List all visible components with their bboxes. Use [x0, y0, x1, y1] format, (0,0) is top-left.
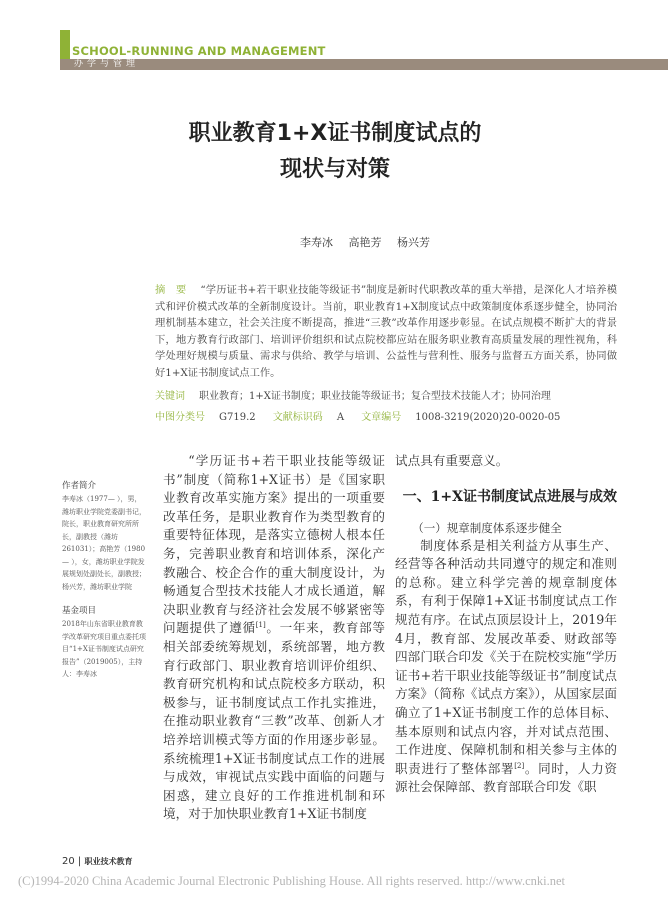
intro-paragraph [163, 452, 385, 824]
journal-name: 职业技术教育 [84, 857, 133, 866]
clc-value: G719.2 [219, 412, 256, 423]
keywords-text: 职业教育；1+X证书制度；职业技能等级证书；复合型技术技能人才；协同治理 [199, 391, 551, 402]
author: 杨兴芳 [397, 236, 430, 249]
body-column-left [163, 452, 385, 824]
author: 高艳芳 [348, 236, 382, 249]
body-paragraph [395, 537, 617, 797]
section-header-bar [60, 59, 668, 70]
abstract-text: “学历证书+若干职业技能等级证书”制度是新时代职教改革的重大举措，是深化人才培养模式和评价模式改革的全新制度设计。当前，职业教育1+X制度试点中政策制度体系逐步健全，协同治理机制基本建立，社会关注度不断提高，推进“三教”改革作用逐步彰显。在试点规模不断扩大的背景下，地方教育行政部门、培训评价组织和试点院校都应站在服务职业教育高质量发展的理性视角，科学处理好规模与质量、需求与供给、教学与培训、公益性与营利性、服务与监督五方面关系，协同做好1+X证书制度试点工作。 [155, 284, 618, 379]
intro-end: 试点具有重要意义。 [395, 453, 509, 468]
citation: [2] [514, 761, 525, 770]
article-title [100, 116, 570, 188]
article-no-label: 文章编号 [361, 412, 402, 423]
clc-label: 中图分类号 [155, 412, 205, 423]
keywords-label: 关键词 [155, 391, 185, 402]
abstract [155, 282, 617, 381]
intro-text: “学历证书+若干职业技能等级证书”制度（简称1+X证书）是《国家职业教育改革实施方案》提出的一项重要改革任务，是职业教育作为类型教育的重要特征体现，是落实立德树人根本任务，完善职业教育和培训体系，深化产教融合、校企合作的重大制度设计，为畅通复合型技术技能人才成长通道，解决职业教育与经济社会发展不够紧密等问题提供了遵循 [163, 453, 385, 636]
section-heading: 一、1+X证书制度试点进展与成效 [402, 488, 617, 505]
title-line-1: 职业教育1+X证书制度试点的 [188, 121, 482, 146]
keywords [155, 389, 617, 404]
sidebar-notes [62, 480, 146, 681]
section-title-en: SCHOOL-RUNNING AND MANAGEMENT [72, 44, 326, 58]
doc-code-value: A [336, 412, 345, 423]
abstract-label: 摘 要 [155, 284, 187, 296]
section-title-cn: 办学与管理 [74, 59, 140, 69]
para-text: 制度体系是相关利益方从事生产、经营等各种活动共同遵守的规定和准则的总称。建立科学完善的规章制度体系，有利于保障1+X证书制度试点工作规范有序。在试点顶层设计上，2019年4月，教育部、发展改革委、财政部等四部门联合印发《关于在院校实施“学历证书+若干职业技能等级证书”制度试点方案》（简称《试点方案》），从国家层面确立了1+X证书制度工作的总体目标、基本原则和试点内容，并对试点范围、工作进度、保障机制和相关参与主体的职责进行了整体部署 [395, 537, 617, 776]
citation: [1] [255, 621, 266, 630]
article-no-value: 1008-3219(2020)20-0020-05 [415, 412, 561, 423]
doc-code-label: 文献标识码 [272, 412, 323, 423]
page-number: 20 [62, 856, 75, 867]
fund-text: 2018年山东省职业教育教学改革研究项目重点委托项目“1+X证书制度试点研究报告”（2019005），主持人：李寿冰 [62, 620, 146, 678]
body-column-right [395, 452, 617, 797]
para-text-cont: 。同时，人力资源社会保障部、教育部联合印发《职 [395, 760, 618, 795]
classification-line [155, 410, 617, 425]
page-footer: 20 | 职业技术教育 [62, 856, 133, 867]
intro-text-cont: 。一年来，教育部等相关部委统筹规划，系统部署，地方教育行政部门、职业教育培训评价组织、教育研究机构和试点院校多方联动，积极参与，证书制度试点工作扎实推进，在推动职业教育“三教”改革、创新人才培养培训模式等方面的作用逐步彰显。系统梳理1+X证书制度试点工作的进展与成效，审视试点实践中面临的问题与困惑，建立良好的工作推进机制和环境，对于加快职业教育1+X证书制度 [163, 620, 386, 822]
authors [300, 236, 442, 250]
subsection-heading: （一）规章制度体系逐步健全 [412, 520, 562, 535]
front-matter [155, 282, 617, 425]
author: 李寿冰 [300, 236, 333, 249]
copyright-watermark: (C)1994-2020 China Academic Journal Electronic Publishing House. All rights reserved. http://www.cnki.net [18, 874, 566, 888]
title-line-2: 现状与对策 [279, 157, 390, 182]
author-intro-text: 李寿冰（1977— ），男，潍坊职业学院党委副书记，院长，职业教育研究所所长，副教授（潍坊 261031）；高艳芳（1980— ），女，潍坊职业学院发展规划处副处长，副教授；杨兴芳，潍坊职业学院 [62, 495, 146, 591]
fund-label: 基金项目 [62, 606, 97, 616]
author-intro-label: 作者简介 [62, 481, 97, 491]
